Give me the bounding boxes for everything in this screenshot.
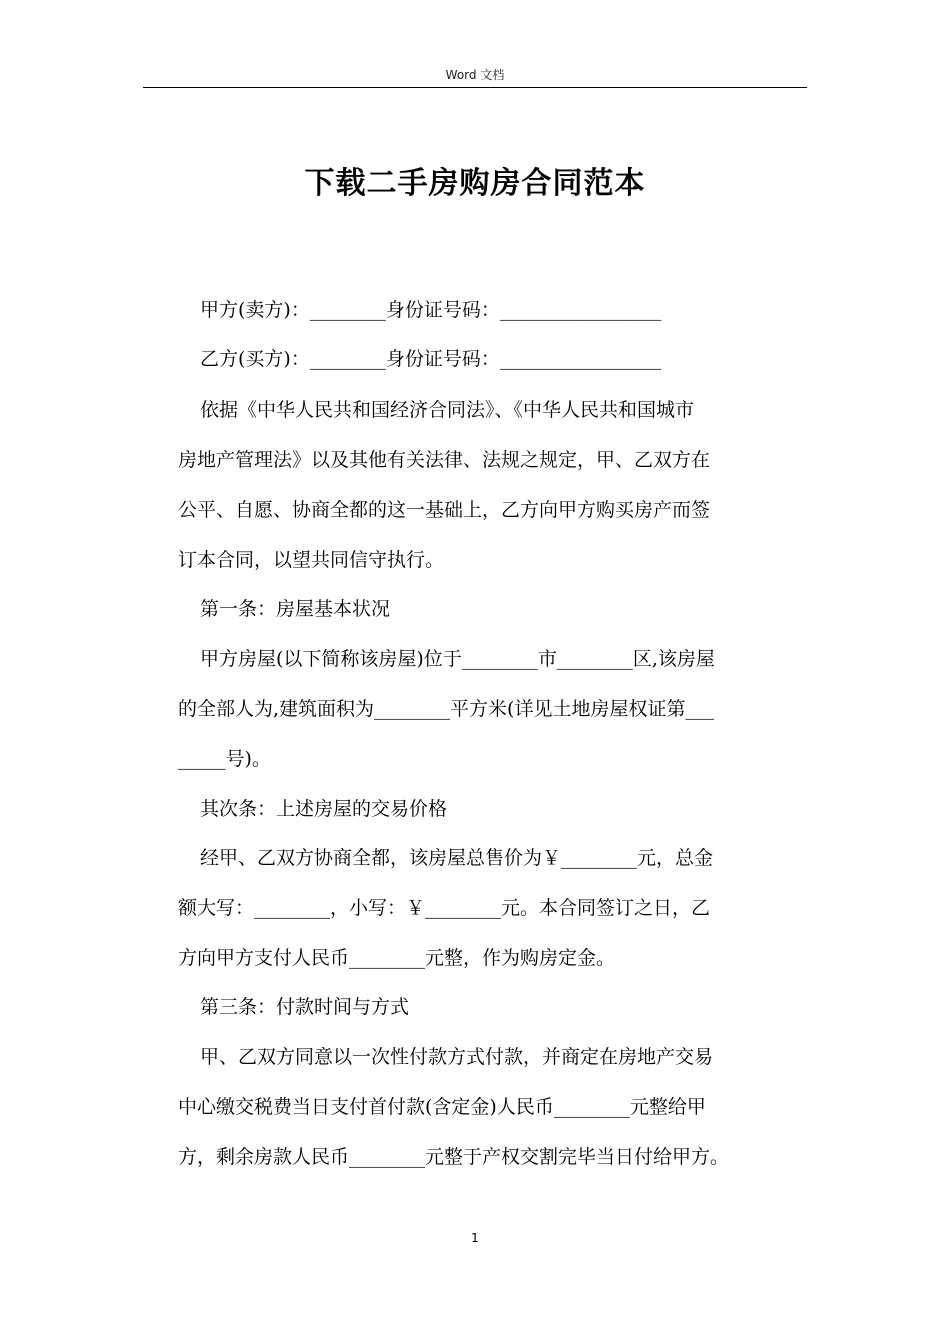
body-line-buyer: 乙方(买方)：________身份证号码：_________________ (200, 348, 662, 370)
body-line: 额大写：________，小写：￥________元。本合同签订之日，乙 (178, 897, 711, 919)
page-number: 1 (471, 1231, 479, 1245)
body-line: 公平、自愿、协商全都的这一基础上，乙方向甲方购买房产而签 (178, 499, 711, 521)
section-heading: 第三条：付款时间与方式 (200, 996, 410, 1018)
section-heading: 第一条：房屋基本状况 (200, 598, 391, 620)
body-line: 依据《中华人民共和国经济合同法》、《中华人民共和国城市 (200, 399, 695, 421)
body-line: _____号)。 (178, 748, 271, 770)
body-line: 方，剩余房款人民币________元整于产权交割完毕当日付给甲方。 (178, 1146, 730, 1168)
body-line: 经甲、乙双方协商全都，该房屋总售价为￥________元，总金 (200, 847, 714, 869)
document-title: 下载二手房购房合同范本 (304, 166, 646, 201)
header-rule (143, 87, 807, 88)
page-header-text: Word 文档 (445, 68, 505, 82)
section-heading: 其次条：上述房屋的交易价格 (200, 798, 448, 820)
body-line: 方向甲方支付人民币________元整，作为购房定金。 (178, 947, 616, 969)
body-line: 甲方房屋(以下简称该房屋)位于________市________区,该房屋 (200, 648, 715, 670)
body-line: 的全部人为,建筑面积为________平方米(详见土地房屋权证第___ (178, 698, 714, 720)
body-line: 订本合同，以望共同信守执行。 (178, 549, 445, 571)
body-line: 甲、乙双方同意以一次性付款方式付款，并商定在房地产交易 (200, 1046, 714, 1068)
body-line: 房地产管理法》以及其他有关法律、法规之规定，甲、乙双方在 (178, 449, 711, 471)
body-line-seller: 甲方(卖方)：________身份证号码：_________________ (200, 299, 662, 321)
body-line: 中心缴交税费当日支付首付款(含定金)人民币________元整给甲 (178, 1096, 706, 1118)
